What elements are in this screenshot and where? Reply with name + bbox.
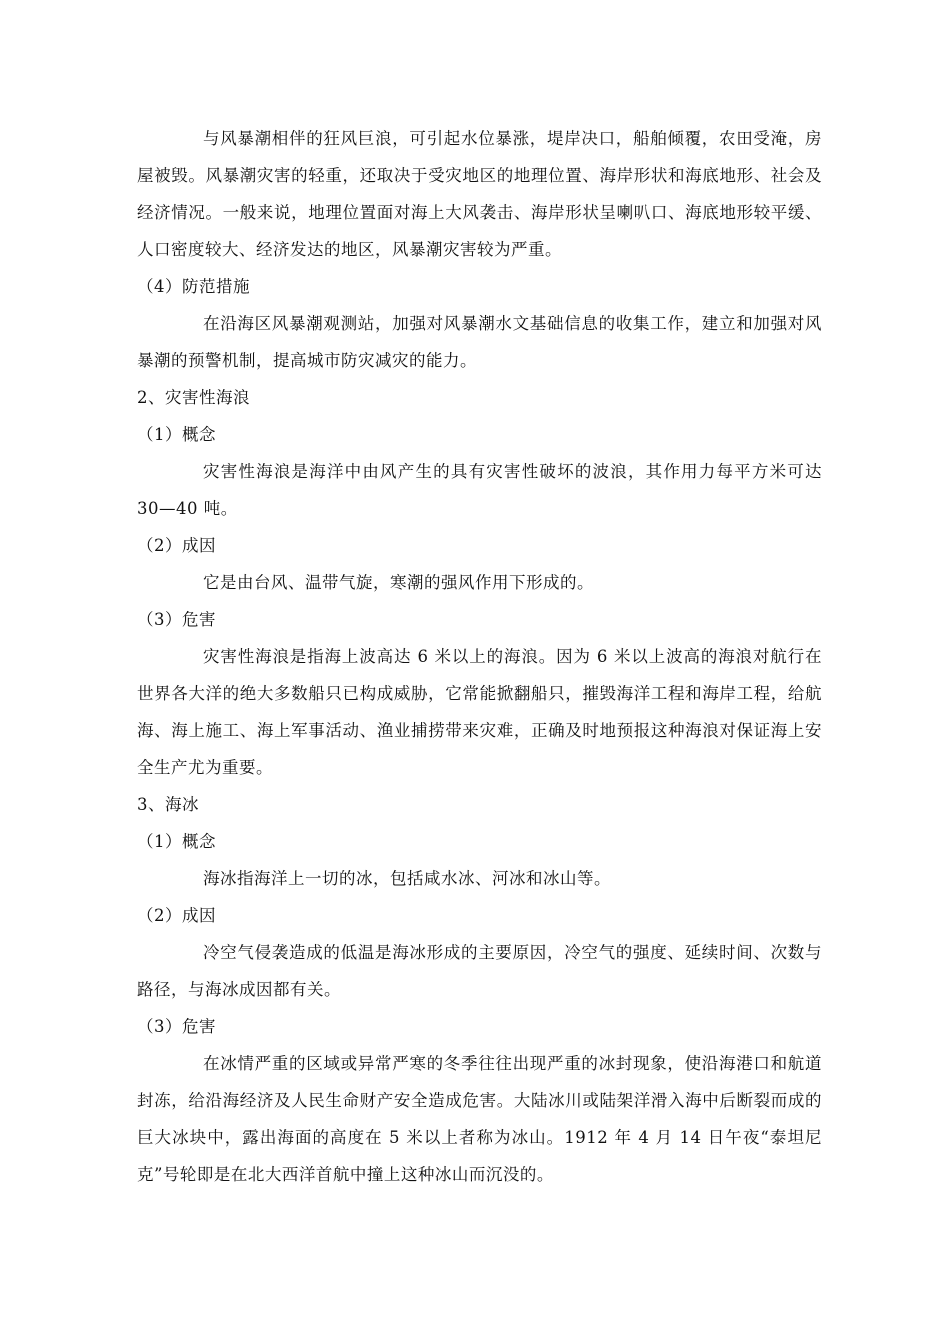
paragraph-waves-concept: 灾害性海浪是海洋中由风产生的具有灾害性破坏的波浪，其作用力每平方米可达 30—40 吨。	[137, 462, 822, 518]
document-body	[137, 120, 822, 1193]
heading-ice-harm: （3）危害	[137, 1017, 216, 1036]
paragraph-ice-cause: 冷空气侵袭造成的低温是海冰形成的主要原因，冷空气的强度、延续时间、次数与路径，与海冰成因都有关。	[137, 943, 822, 999]
heading-ice-concept: （1）概念	[137, 832, 216, 851]
heading-sea-ice: 3、海冰	[137, 795, 199, 814]
heading-prevention-measures: （4）防范措施	[137, 277, 250, 296]
paragraph-waves-cause: 它是由台风、温带气旋，寒潮的强风作用下形成的。	[203, 573, 594, 592]
paragraph-ice-concept: 海冰指海洋上一切的冰，包括咸水冰、河冰和冰山等。	[203, 869, 611, 888]
heading-waves-concept: （1）概念	[137, 425, 216, 444]
heading-waves-cause: （2）成因	[137, 536, 216, 555]
paragraph-ice-harm: 在冰情严重的区域或异常严寒的冬季往往出现严重的冰封现象，使沿海港口和航道封冻，给沿海经济及人民生命财产安全造成危害。大陆冰川或陆架洋滑入海中后断裂而成的巨大冰块中，露出海面的高度在 5 米以上者称为冰山。1912 年 4 月 14 日午夜“泰坦尼克”号轮即是在北大西洋首航中撞上这种冰山而沉没的。	[137, 1054, 822, 1184]
paragraph-waves-harm: 灾害性海浪是指海上波高达 6 米以上的海浪。因为 6 米以上波高的海浪对航行在世界各大洋的绝大多数船只已构成威胁，它常能掀翻船只，摧毁海洋工程和海岸工程，给航海、海上施工、海上军事活动、渔业捕捞带来灾难，正确及时地预报这种海浪对保证海上安全生产尤为重要。	[137, 647, 822, 777]
heading-disastrous-waves: 2、灾害性海浪	[137, 388, 250, 407]
paragraph-storm-surge-damage: 与风暴潮相伴的狂风巨浪，可引起水位暴涨，堤岸决口，船舶倾覆，农田受淹，房屋被毁。风暴潮灾害的轻重，还取决于受灾地区的地理位置、海岸形状和海底地形、社会及经济情况。一般来说，地理位置面对海上大风袭击、海岸形状呈喇叭口、海底地形较平缓、人口密度较大、经济发达的地区，风暴潮灾害较为严重。	[137, 129, 822, 259]
heading-waves-harm: （3）危害	[137, 610, 216, 629]
paragraph-prevention-measures: 在沿海区风暴潮观测站，加强对风暴潮水文基础信息的收集工作，建立和加强对风暴潮的预警机制，提高城市防灾减灾的能力。	[137, 314, 822, 370]
heading-ice-cause: （2）成因	[137, 906, 216, 925]
